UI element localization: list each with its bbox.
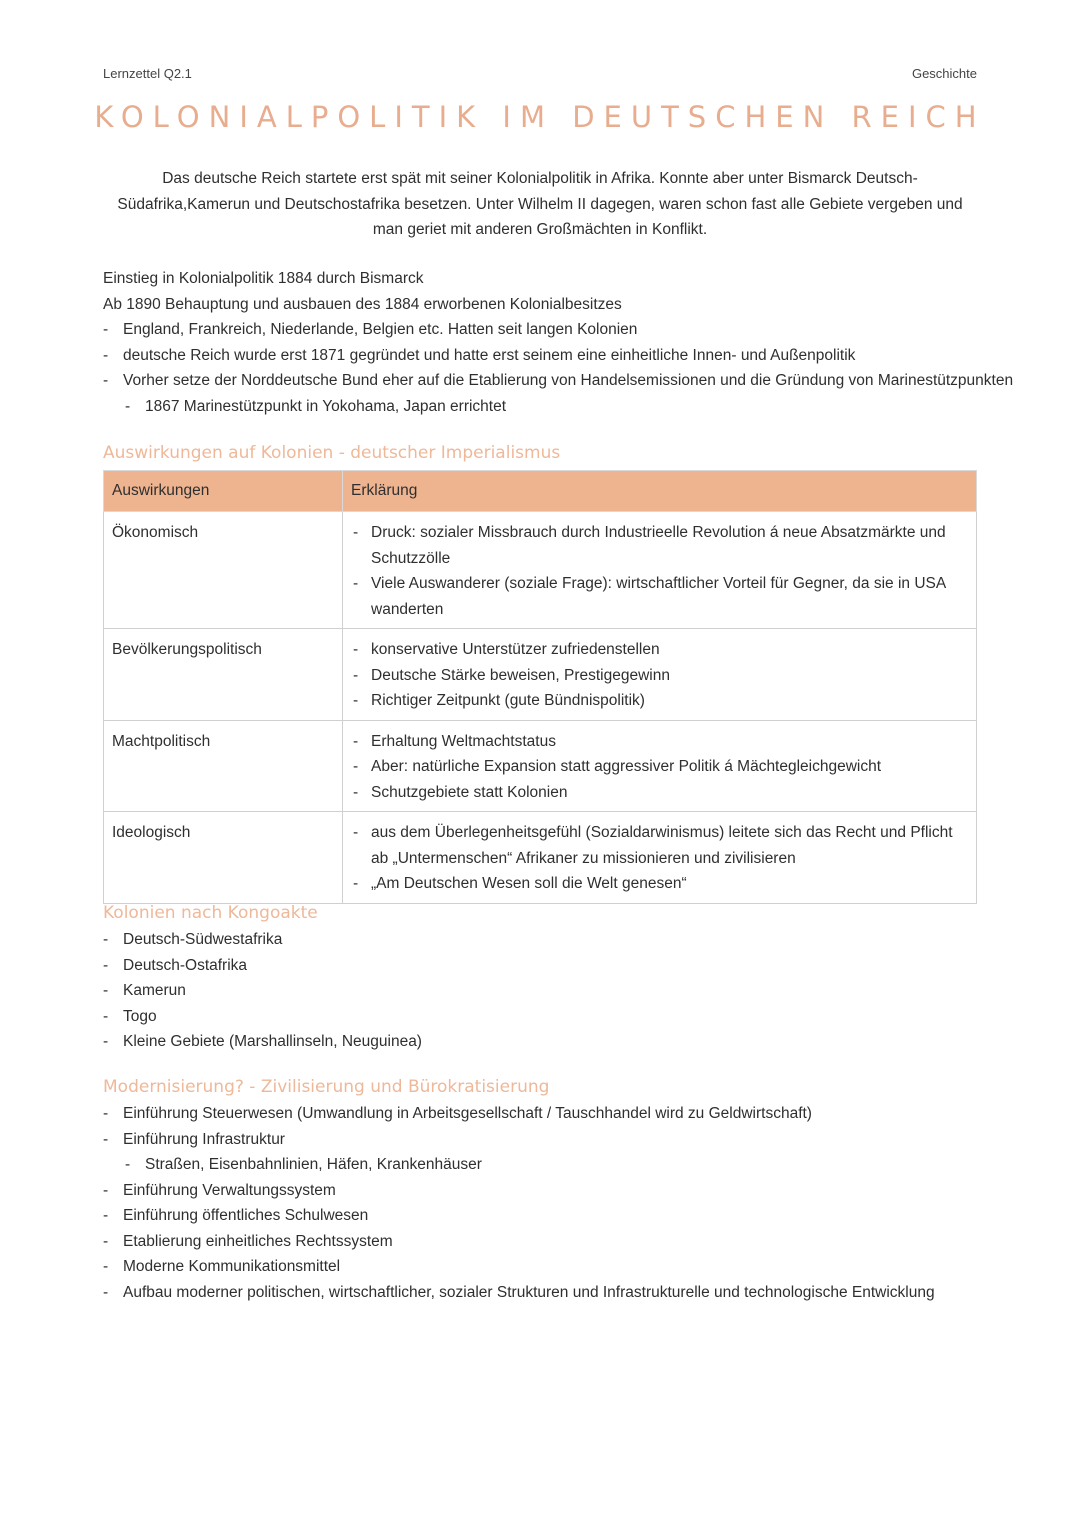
- list-item: - Viele Auswanderer (soziale Frage): wirtschaftlicher Vorteil für Gegner, da sie in USA wanderten: [351, 571, 968, 622]
- table-row: [104, 512, 977, 629]
- course-label: Lernzettel Q2.1: [103, 66, 192, 81]
- list-item: - Deutsch-Ostafrika: [103, 953, 983, 979]
- list-item: - Kamerun: [103, 978, 983, 1004]
- sub-list-item: - Straßen, Eisenbahnlinien, Häfen, Krankenhäuser: [103, 1152, 983, 1178]
- overview-line: Einstieg in Kolonialpolitik 1884 durch Bismarck: [103, 270, 424, 287]
- column-header: Erklärung: [343, 471, 977, 512]
- row-label: Ideologisch: [104, 812, 343, 904]
- list-item: - Aufbau moderner politischen, wirtschaftlicher, sozialer Strukturen und Infrastrukturelle und technologische Entwicklung: [103, 1280, 983, 1306]
- effects-heading: Auswirkungen auf Kolonien - deutscher Imperialismus: [103, 443, 561, 463]
- list-item: - Schutzgebiete statt Kolonien: [351, 780, 968, 806]
- list-item: - Moderne Kommunikationsmittel: [103, 1254, 983, 1280]
- list-item: - Togo: [103, 1004, 983, 1030]
- colonies-list: [103, 927, 983, 1055]
- list-item: - Erhaltung Weltmachtstatus: [351, 729, 968, 755]
- list-item: - Einführung Infrastruktur: [103, 1127, 983, 1153]
- list-item: - aus dem Überlegenheitsgefühl (Sozialdarwinismus) leitete sich das Recht und Pflicht ab „Untermenschen“ Afrikaner zu missionieren und zivilisieren: [351, 820, 968, 871]
- list-item: - Vorher setze der Norddeutsche Bund eher auf die Etablierung von Handelsemissionen und die Gründung von Marinestützpunkten: [103, 368, 983, 394]
- table-row: [104, 629, 977, 721]
- list-item: - Richtiger Zeitpunkt (gute Bündnispolitik): [351, 688, 968, 714]
- table-row: [104, 720, 977, 812]
- row-explanation: [343, 512, 977, 629]
- table-header-row: [104, 471, 977, 512]
- modernization-heading: Modernisierung? - Zivilisierung und Bürokratisierung: [103, 1077, 550, 1097]
- list-item: - England, Frankreich, Niederlande, Belgien etc. Hatten seit langen Kolonien: [103, 317, 983, 343]
- list-item: - Deutsch-Südwestafrika: [103, 927, 983, 953]
- colonies-heading: Kolonien nach Kongoakte: [103, 903, 318, 923]
- list-item: - Einführung Steuerwesen (Umwandlung in Arbeitsgesellschaft / Tauschhandel wird zu Geldwirtschaft): [103, 1101, 983, 1127]
- list-item: - Druck: sozialer Missbrauch durch Industrieelle Revolution á neue Absatzmärkte und Schutzzölle: [351, 520, 968, 571]
- row-label: Ökonomisch: [104, 512, 343, 629]
- list-item: - „Am Deutschen Wesen soll die Welt genesen“: [351, 871, 968, 897]
- list-item: - Einführung Verwaltungssystem: [103, 1178, 983, 1204]
- intro-paragraph: Das deutsche Reich startete erst spät mit seiner Kolonialpolitik in Afrika. Konnte aber unter Bismarck Deutsch-Südafrika,Kamerun und Deutschostafrika besetzen. Unter Wilhelm II dagegen, waren schon fast alle Gebiete vergeben und man geriet mit anderen Großmächten in Konflikt.: [117, 170, 963, 238]
- row-label: Machtpolitisch: [104, 720, 343, 812]
- sub-list-item: - 1867 Marinestützpunkt in Yokohama, Japan errichtet: [103, 394, 983, 420]
- list-item: - Etablierung einheitliches Rechtssystem: [103, 1229, 983, 1255]
- row-explanation: [343, 812, 977, 904]
- list-item: - Einführung öffentliches Schulwesen: [103, 1203, 983, 1229]
- list-item: - konservative Unterstützer zufriedenstellen: [351, 637, 968, 663]
- overview-section: [103, 266, 1014, 419]
- row-label: Bevölkerungspolitisch: [104, 629, 343, 721]
- effects-table: [103, 470, 977, 904]
- subject-label: Geschichte: [911, 66, 977, 81]
- table-row: [104, 812, 977, 904]
- column-header: Auswirkungen: [104, 471, 343, 512]
- list-item: - Aber: natürliche Expansion statt aggressiver Politik á Mächtegleichgewicht: [351, 754, 968, 780]
- list-item: - deutsche Reich wurde erst 1871 gegründet und hatte erst seinem eine einheitliche Innen- und Außenpolitik: [103, 343, 983, 369]
- overview-line: Ab 1890 Behauptung und ausbauen des 1884 erworbenen Kolonialbesitzes: [103, 295, 622, 313]
- modernization-list: [103, 1101, 983, 1305]
- page-title: KOLONIALPOLITIK IM DEUTSCHEN REICH: [94, 100, 986, 134]
- list-item: - Deutsche Stärke beweisen, Prestigegewinn: [351, 663, 968, 689]
- row-explanation: [343, 720, 977, 812]
- list-item: - Kleine Gebiete (Marshallinseln, Neuguinea): [103, 1029, 983, 1055]
- row-explanation: [343, 629, 977, 721]
